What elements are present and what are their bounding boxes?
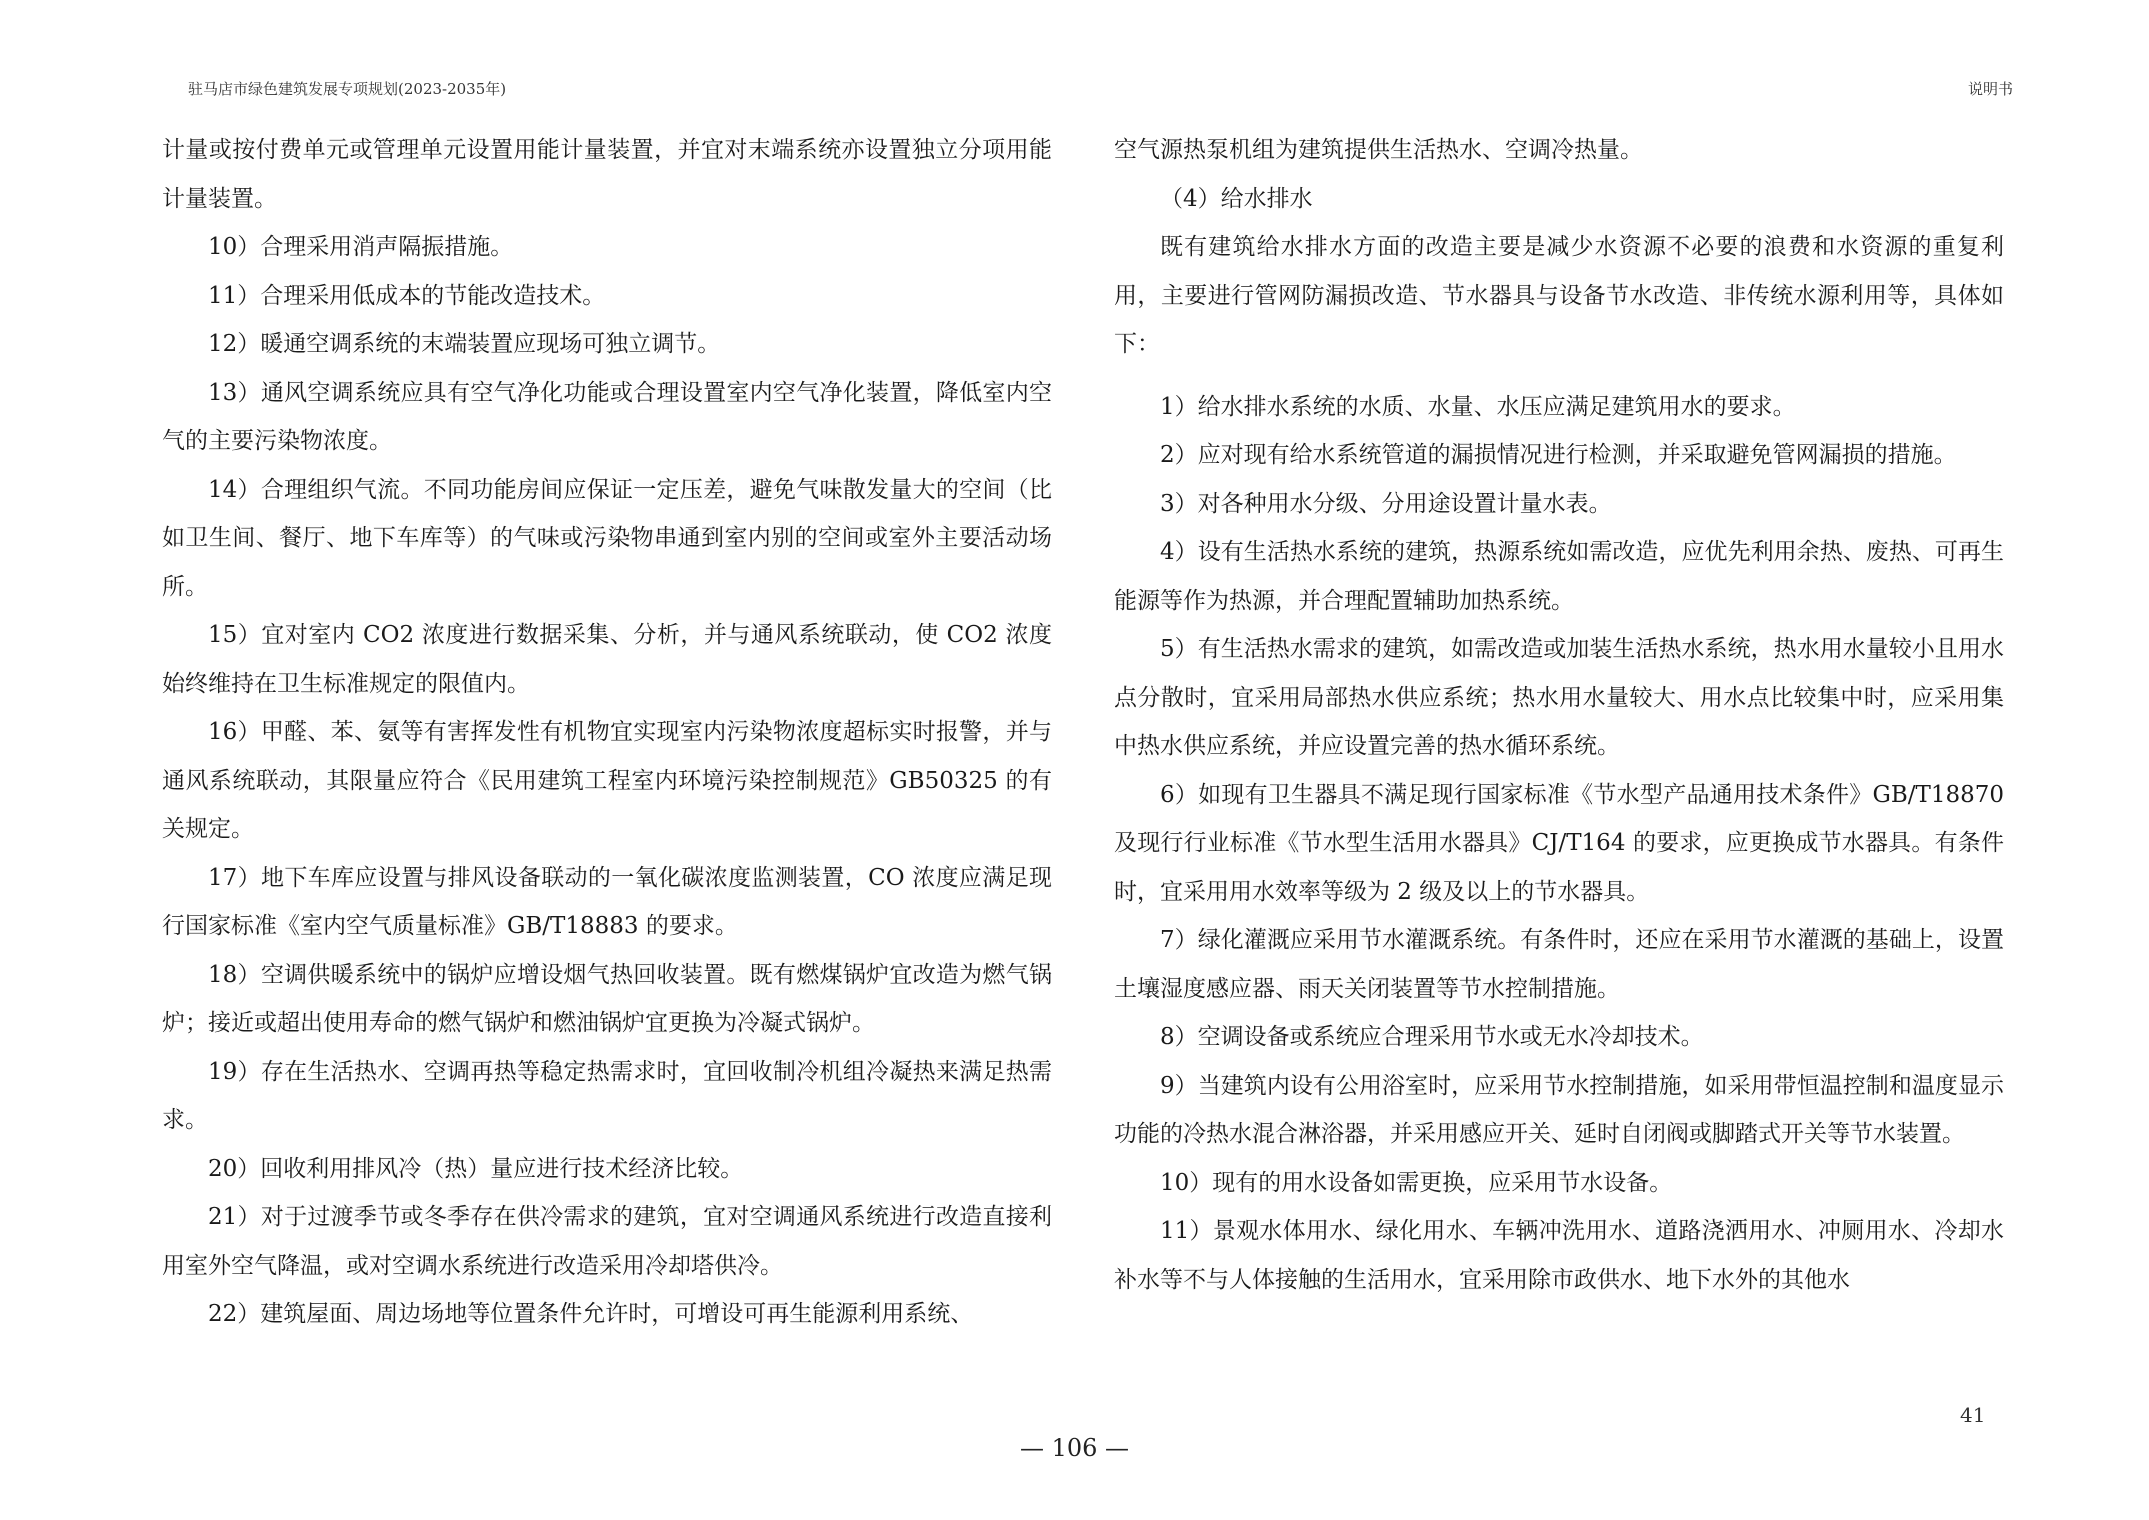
- paragraph: 14）合理组织气流。不同功能房间应保证一定压差，避免气味散发量大的空间（比如卫生间、餐厅、地下车库等）的气味或污染物串通到室内别的空间或室外主要活动场所。: [162, 476, 1052, 600]
- footer-page-number: — 106 —: [1019, 1434, 1130, 1462]
- section-label: 说明书: [1968, 80, 2014, 98]
- paragraph: 既有建筑给水排水方面的改造主要是减少水资源不必要的浪费和水资源的重复利用，主要进行管网防漏损改造、节水器具与设备节水改造、非传统水源利用等，具体如下：: [1114, 234, 2004, 357]
- paragraph: （4）给水排水: [1160, 185, 1313, 212]
- paragraph: 10）合理采用消声隔振措施。: [208, 234, 514, 260]
- paragraph: 计量或按付费单元或管理单元设置用能计量装置，并宜对末端系统亦设置独立分项用能计量装置。: [162, 137, 1052, 212]
- paragraph: 2）应对现有给水系统管道的漏损情况进行检测，并采取避免管网漏损的措施。: [1160, 442, 1957, 468]
- paragraph: 13）通风空调系统应具有空气净化功能或合理设置室内空气净化装置，降低室内空气的主要污染物浓度。: [162, 379, 1052, 454]
- paragraph: 20）回收利用排风冷（热）量应进行技术经济比较。: [208, 1155, 744, 1182]
- paragraph: 1）给水排水系统的水质、水量、水压应满足建筑用水的要求。: [1160, 393, 1796, 420]
- paragraph: 22）建筑屋面、周边场地等位置条件允许时，可增设可再生能源利用系统、: [208, 1301, 974, 1327]
- paragraph: 12）暖通空调系统的末端装置应现场可独立调节。: [208, 331, 721, 357]
- paragraph: 空气源热泵机组为建筑提供生活热水、空调冷热量。: [1114, 137, 1643, 163]
- paragraph: 17）地下车库应设置与排风设备联动的一氧化碳浓度监测装置，CO 浓度应满足现行国家标准《室内空气质量标准》GB/T18883 的要求。: [162, 864, 1052, 939]
- paragraph: 21）对于过渡季节或冬季存在供冷需求的建筑，宜对空调通风系统进行改造直接利用室外空气降温，或对空调水系统进行改造采用冷却塔供冷。: [162, 1204, 1052, 1279]
- paragraph: 7）绿化灌溉应采用节水灌溉系统。有条件时，还应在采用节水灌溉的基础上，设置土壤湿度感应器、雨天关闭装置等节水控制措施。: [1114, 927, 2004, 1002]
- document-title: 驻马店市绿色建筑发展专项规划(2023-2035年): [188, 80, 507, 98]
- right-text-column: [1114, 126, 2004, 1304]
- paragraph: 3）对各种用水分级、分用途设置计量水表。: [1160, 490, 1612, 517]
- paragraph: 4）设有生活热水系统的建筑，热源系统如需改造，应优先利用余热、废热、可再生能源等作为热源，并合理配置辅助加热系统。: [1114, 539, 2004, 614]
- paragraph: 19）存在生活热水、空调再热等稳定热需求时，宜回收制冷机组冷凝热来满足热需求。: [162, 1058, 1052, 1133]
- page-number: 41: [1960, 1403, 1986, 1427]
- paragraph: 8）空调设备或系统应合理采用节水或无水冷却技术。: [1160, 1024, 1704, 1050]
- paragraph: 15）宜对室内 CO2 浓度进行数据采集、分析，并与通风系统联动，使 CO2 浓度始终维持在卫生标准规定的限值内。: [162, 622, 1052, 697]
- paragraph: 18）空调供暖系统中的锅炉应增设烟气热回收装置。既有燃煤锅炉宜改造为燃气锅炉；接近或超出使用寿命的燃气锅炉和燃油锅炉宜更换为冷凝式锅炉。: [162, 961, 1052, 1036]
- paragraph: 10）现有的用水设备如需更换，应采用节水设备。: [1160, 1169, 1673, 1196]
- left-text-column: [162, 126, 1052, 1339]
- paragraph: 5）有生活热水需求的建筑，如需改造或加装生活热水系统，热水用水量较小且用水点分散时，宜采用局部热水供应系统；热水用水量较大、用水点比较集中时，应采用集中热水供应系统，并应设置完善的热水循环系统。: [1114, 636, 2004, 759]
- paragraph: 9）当建筑内设有公用浴室时，应采用节水控制措施，如采用带恒温控制和温度显示功能的冷热水混合淋浴器，并采用感应开关、延时自闭阀或脚踏式开关等节水装置。: [1114, 1072, 2004, 1147]
- paragraph: 11）景观水体用水、绿化用水、车辆冲洗用水、道路浇洒用水、冲厕用水、冷却水补水等不与人体接触的生活用水，宜采用除市政供水、地下水外的其他水: [1114, 1218, 2004, 1293]
- paragraph: 11）合理采用低成本的节能改造技术。: [208, 282, 606, 309]
- paragraph: 16）甲醛、苯、氨等有害挥发性有机物宜实现室内污染物浓度超标实时报警，并与通风系统联动，其限量应符合《民用建筑工程室内环境污染控制规范》GB50325 的有关规定。: [162, 719, 1052, 842]
- paragraph: 6）如现有卫生器具不满足现行国家标准《节水型产品通用技术条件》GB/T18870 及现行行业标准《节水型生活用水器具》CJ/T164 的要求，应更换成节水器具。有条件时，宜采用用水效率等级为 2 级及以上的节水器具。: [1114, 781, 2004, 905]
